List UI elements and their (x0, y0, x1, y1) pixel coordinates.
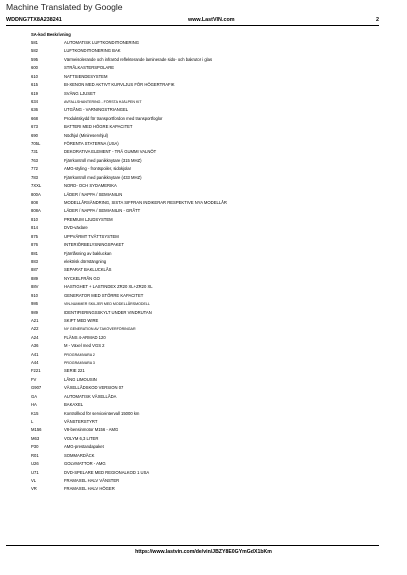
option-code: 7XXL (31, 183, 42, 189)
option-description: Kontrollkod för serviceintervall 15000 km (64, 410, 140, 416)
table-row (31, 106, 381, 114)
option-description: FRAMAXEL HALV HÖGER (64, 486, 115, 492)
option-code: VR (31, 486, 37, 492)
table-row (31, 216, 381, 224)
option-code: 690 (31, 132, 38, 138)
option-description: BI-XENON MED AKTIVT KURVLJUS FÖR HÖGERTRAFIK (64, 82, 175, 88)
table-body (31, 39, 381, 494)
table-row (31, 174, 381, 182)
option-description: SOMMARDÄCK (64, 452, 95, 458)
header-divider (6, 25, 379, 26)
option-description: IDENTIFIERINGSSKYLT UNDER VINDRUTAN (64, 309, 152, 315)
option-code: 668 (31, 115, 38, 121)
option-description: M - Växel med VGS 2 (64, 343, 105, 349)
table-row (31, 283, 381, 291)
table-row (31, 148, 381, 156)
option-description: PROGRAMVARA 3 (64, 361, 95, 366)
option-description: Värmeisolerande och infraröd reflekterande laminerade sido- och bakrutor i glas (64, 56, 213, 62)
option-code: 881 (31, 250, 38, 256)
option-description: LUFTKONDITIONERING BAK (64, 48, 121, 54)
table-row (31, 384, 381, 392)
option-description: DVD-SPELARE MED REGIONALKOD 1 USA (64, 469, 150, 475)
option-code: 910 (31, 292, 38, 298)
option-description: UPPVÄRMT TVÄTTSYSTEM (64, 233, 119, 239)
table-row (31, 309, 381, 317)
table-row (31, 359, 381, 367)
option-code: 581 (31, 40, 38, 45)
option-description: SEPARAT BAKLUCKLÅS (64, 267, 112, 273)
option-code: 731 (31, 149, 38, 155)
table-row (31, 182, 381, 190)
option-code: 772 (31, 166, 38, 172)
option-code: 810 (31, 216, 38, 222)
option-code: 808A (31, 208, 41, 214)
option-code: 876 (31, 242, 38, 248)
table-row (31, 157, 381, 165)
option-description: Nödhjul (Minireservhjul) (64, 132, 108, 138)
option-description: Fjärrkontroll med panikknytare (315 MHZ) (64, 157, 142, 163)
option-code: F221 (31, 368, 41, 374)
options-table (31, 31, 381, 494)
table-row (31, 199, 381, 207)
machine-translation-banner: Machine Translated by Google (6, 2, 123, 12)
option-code: 88V (31, 284, 39, 290)
option-code: 634 (31, 98, 38, 104)
option-code: A22 (31, 326, 39, 332)
table-row (31, 64, 381, 72)
table-row (31, 485, 381, 493)
table-row (31, 410, 381, 418)
option-code: A36 (31, 343, 39, 349)
option-code: 673 (31, 124, 38, 130)
table-row (31, 317, 381, 325)
option-description: V8-bensinmotor M156 - AMG (64, 427, 119, 433)
page-header (6, 15, 379, 25)
option-description: BAKAXEL (64, 402, 84, 408)
table-row (31, 325, 381, 333)
table-row (31, 250, 381, 258)
option-code: A44 (31, 360, 39, 366)
option-code: 763 (31, 157, 38, 163)
option-description: LÄDER / NAPPA / SEMIANILIN (64, 191, 123, 197)
option-code: FV (31, 376, 37, 382)
table-row (31, 435, 381, 443)
table-row (31, 477, 381, 485)
option-code: 705L (31, 141, 41, 147)
option-code: GA (31, 393, 38, 399)
option-description: Fjärrlåsning av bakluckan (64, 250, 112, 256)
footer-divider (6, 545, 379, 546)
option-description: NATTSIENDESYSTEM (64, 73, 108, 79)
table-row (31, 123, 381, 131)
option-code: 875 (31, 233, 38, 239)
option-description: AMG-prestandapaket (64, 444, 104, 450)
option-code: 989 (31, 309, 38, 315)
option-description: VOLYM 6,3 LITER (64, 435, 99, 441)
page-number: 2 (376, 17, 379, 23)
option-code: R01 (31, 452, 39, 458)
table-row (31, 115, 381, 123)
table-row (31, 401, 381, 409)
option-code: 595 (31, 56, 38, 62)
option-description: AVFALLSHANTERING - FÖRSTA HJÄLPEN KIT (64, 99, 142, 104)
option-description: HASTIGHET + LASTINDEX ZR20 XL+ZR20 XL (64, 284, 153, 290)
table-row (31, 266, 381, 274)
option-code: M156 (31, 427, 42, 433)
option-code: HA (31, 402, 37, 408)
table-row (31, 300, 381, 308)
option-code: 814 (31, 225, 38, 231)
option-code: 783 (31, 174, 38, 180)
option-code: 582 (31, 48, 38, 54)
option-description: Fjärrkontroll med panikknytare (433 MHZ) (64, 174, 142, 180)
option-code: 800A (31, 191, 41, 197)
option-description: PROGRAMVARA 2 (64, 352, 95, 357)
option-code: 636 (31, 107, 38, 113)
table-row (31, 376, 381, 384)
table-row (31, 165, 381, 173)
table-row (31, 140, 381, 148)
option-code: P30 (31, 444, 39, 450)
table-row (31, 418, 381, 426)
table-row (31, 207, 381, 215)
option-description: LÅNG LIMOUSIN (64, 376, 97, 382)
table-row (31, 258, 381, 266)
option-code: A21 (31, 317, 39, 323)
table-row (31, 351, 381, 359)
option-description: BATTERI MED HÖGRE KAPACITET (64, 124, 133, 130)
option-description: AUTOMATISK LUFTKONDITIONERING (64, 40, 139, 45)
option-description: AMG-styling - frontspoiler, sidokjolar (64, 166, 132, 172)
table-header: SA-kod Beskrivning (31, 32, 71, 37)
table-row (31, 81, 381, 89)
option-code: 600 (31, 65, 38, 71)
table-row (31, 452, 381, 460)
option-description: SERIE 221 (64, 368, 85, 374)
option-code: 986 (31, 301, 38, 307)
footer-url: https://www.lastvin.com/de/vin/JBZY8E0GYmGdX1bKm (135, 549, 272, 555)
table-row (31, 241, 381, 249)
option-description: STRÅLKASTERSPOLARE (64, 65, 115, 71)
option-code: G907 (31, 385, 42, 391)
table-row (31, 443, 381, 451)
table-row (31, 342, 381, 350)
option-description: VÄNSTERSTYRT (64, 418, 98, 424)
option-description: LÄDER / NAPPA / SEMIANILIN - GRÅTT (64, 208, 141, 214)
table-row (31, 275, 381, 283)
option-description: NY GENERATION AV TAKÖVERFÖRINGAR (64, 327, 136, 332)
option-description: elektrisk dörrstängning (64, 258, 107, 264)
option-code: 883 (31, 258, 38, 264)
table-row (31, 90, 381, 98)
option-description: DVD-växlare (64, 225, 88, 231)
option-description: SKIFT MED WIRE (64, 317, 99, 323)
option-code: 887 (31, 267, 38, 273)
option-code: A41 (31, 351, 39, 357)
table-row (31, 334, 381, 342)
table-row (31, 56, 381, 64)
option-code: K15 (31, 410, 39, 416)
option-code: 808 (31, 200, 38, 206)
option-description: VÄXELLÅDSKOD VERSION 07 (64, 385, 124, 391)
table-row (31, 39, 381, 47)
table-row (31, 98, 381, 106)
option-description: SVÄNG LJUSET (64, 90, 96, 96)
option-description: Produktskydd för transportfordon med transportfoglor (64, 115, 163, 121)
option-description: GOLVMATTOR - AMG (64, 461, 106, 467)
table-row (31, 224, 381, 232)
option-code: L (31, 418, 34, 424)
table-row (31, 233, 381, 241)
table-row (31, 426, 381, 434)
table-row (31, 469, 381, 477)
option-description: PREMIUM LJUDSYSTEM (64, 216, 113, 222)
table-row (31, 367, 381, 375)
option-description: INTERIÖRBELYSNINGSPAKET (64, 242, 124, 248)
table-row (31, 73, 381, 81)
option-description: FRAMAXEL HALV VÄNSTER (64, 477, 120, 483)
option-description: NYCKELFRÅN GO (64, 275, 100, 281)
option-code: U71 (31, 469, 39, 475)
option-code: M63 (31, 435, 40, 441)
table-row (31, 191, 381, 199)
option-description: VIN-NUMMER SKILJER MED MODELLÅRSMODELL (64, 302, 150, 307)
option-description: UTGÅNG - VARNINGSTRIANGEL (64, 107, 129, 113)
option-code: 619 (31, 90, 38, 96)
vin-number: WDDNG7TX8A238241 (6, 17, 62, 23)
option-code: 615 (31, 82, 38, 88)
option-description: GENERATOR MED STÖRRE KAPACITET (64, 292, 144, 298)
table-row (31, 393, 381, 401)
option-description: FLÄNS 4-ARMAD 120 (64, 334, 106, 340)
option-code: 889 (31, 275, 38, 281)
table-row (31, 292, 381, 300)
option-description: DEKORATIVA ELEMENT - TRÄ GUMMI VALNÖT (64, 149, 157, 155)
option-description: FÖRENTA STATERNA (USA) (64, 141, 119, 147)
option-description: AUTOMATISK VÄXELLÅDA (64, 393, 117, 399)
table-row (31, 47, 381, 55)
option-code: 610 (31, 73, 38, 79)
option-description: MODELLÅRSÄNDRING, SISTA SIFFRAN INDIKERAR RESPEKTIVE NYA MODELLÅR (64, 200, 227, 206)
option-code: A24 (31, 334, 39, 340)
option-code: VL (31, 477, 37, 483)
option-code: U26 (31, 461, 39, 467)
table-row (31, 460, 381, 468)
table-row (31, 132, 381, 140)
site-name: www.LastVIN.com (188, 17, 235, 23)
option-description: NORD- OCH SYDAMERIKA (64, 183, 117, 189)
